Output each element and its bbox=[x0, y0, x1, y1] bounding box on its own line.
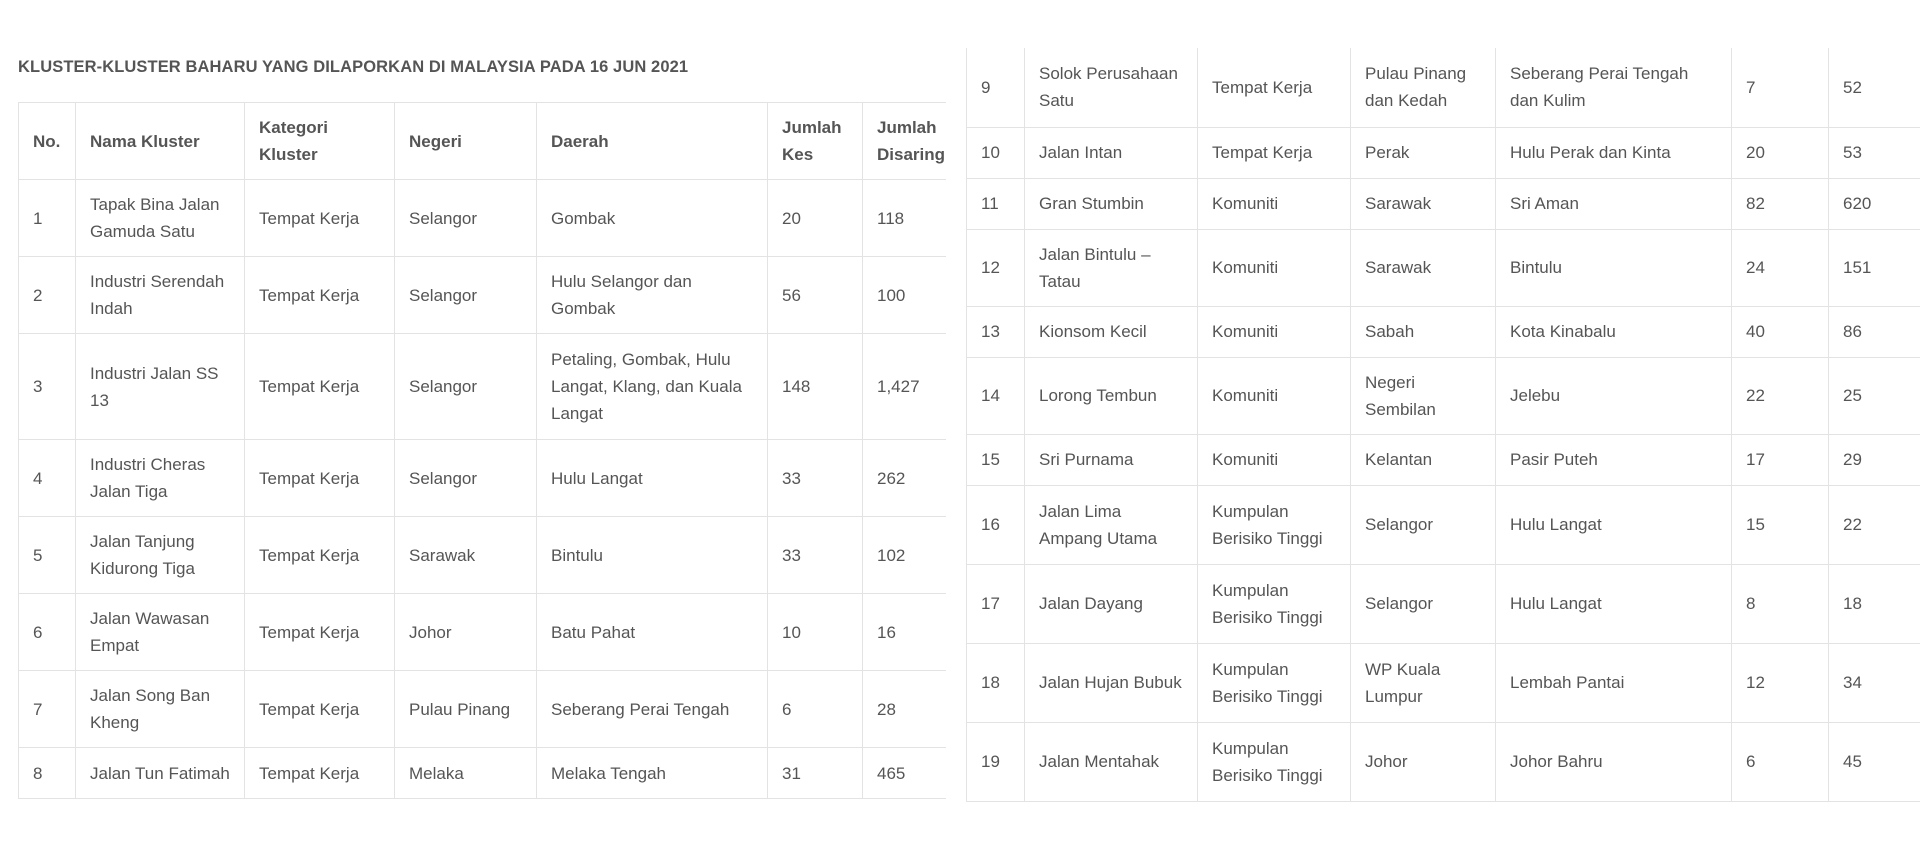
cell-kategori-kluster: Kumpulan Berisiko Tinggi bbox=[1198, 485, 1351, 564]
cell-kategori-kluster: Tempat Kerja bbox=[245, 257, 395, 334]
cell-jumlah-disaring: 465 bbox=[863, 748, 947, 799]
cluster-table-right bbox=[966, 48, 1920, 802]
table-row bbox=[19, 748, 947, 799]
cell-daerah: Bintulu bbox=[1496, 229, 1732, 306]
cell-nama-kluster: Lorong Tembun bbox=[1025, 357, 1198, 434]
cell-jumlah-kes: 33 bbox=[768, 517, 863, 594]
cell-nama-kluster: Jalan Tun Fatimah bbox=[76, 748, 245, 799]
table-row bbox=[967, 306, 1920, 357]
cell-jumlah-disaring: 86 bbox=[1829, 306, 1920, 357]
cell-daerah: Seberang Perai Tengah dan Kulim bbox=[1496, 48, 1732, 127]
cell-jumlah-kes: 7 bbox=[1732, 48, 1829, 127]
cell-daerah: Hulu Langat bbox=[1496, 485, 1732, 564]
table-row bbox=[19, 594, 947, 671]
cell-kategori-kluster: Tempat Kerja bbox=[1198, 48, 1351, 127]
table-header-row bbox=[19, 103, 947, 180]
table-row bbox=[19, 517, 947, 594]
cell-no: 8 bbox=[19, 748, 76, 799]
table-row bbox=[967, 485, 1920, 564]
header-jumlah-disaring: Jumlah Disaring bbox=[863, 103, 947, 180]
cell-nama-kluster: Industri Serendah Indah bbox=[76, 257, 245, 334]
cell-daerah: Gombak bbox=[537, 180, 768, 257]
table-row bbox=[19, 257, 947, 334]
cell-jumlah-disaring: 53 bbox=[1829, 127, 1920, 178]
table-row bbox=[967, 357, 1920, 434]
cell-nama-kluster: Jalan Lima Ampang Utama bbox=[1025, 485, 1198, 564]
cell-negeri: Sarawak bbox=[395, 517, 537, 594]
cell-jumlah-disaring: 118 bbox=[863, 180, 947, 257]
cell-jumlah-disaring: 25 bbox=[1829, 357, 1920, 434]
header-negeri: Negeri bbox=[395, 103, 537, 180]
header-jumlah-kes: Jumlah Kes bbox=[768, 103, 863, 180]
cell-no: 4 bbox=[19, 440, 76, 517]
cell-jumlah-kes: 6 bbox=[1732, 722, 1829, 801]
table-row bbox=[19, 334, 947, 440]
table-row bbox=[19, 180, 947, 257]
cell-negeri: Perak bbox=[1351, 127, 1496, 178]
cell-daerah: Bintulu bbox=[537, 517, 768, 594]
cell-jumlah-disaring: 34 bbox=[1829, 643, 1920, 722]
cell-nama-kluster: Jalan Song Ban Kheng bbox=[76, 671, 245, 748]
cell-kategori-kluster: Tempat Kerja bbox=[245, 517, 395, 594]
cell-negeri: Sarawak bbox=[1351, 229, 1496, 306]
cell-negeri: Selangor bbox=[395, 440, 537, 517]
table-row bbox=[967, 722, 1920, 801]
cell-no: 17 bbox=[967, 564, 1025, 643]
cell-negeri: Sabah bbox=[1351, 306, 1496, 357]
cell-kategori-kluster: Komuniti bbox=[1198, 306, 1351, 357]
cell-daerah: Lembah Pantai bbox=[1496, 643, 1732, 722]
cell-jumlah-kes: 40 bbox=[1732, 306, 1829, 357]
cell-jumlah-kes: 20 bbox=[1732, 127, 1829, 178]
cell-daerah: Hulu Perak dan Kinta bbox=[1496, 127, 1732, 178]
cell-negeri: Selangor bbox=[1351, 485, 1496, 564]
table-row bbox=[967, 48, 1920, 127]
cell-negeri: Kelantan bbox=[1351, 434, 1496, 485]
cell-no: 19 bbox=[967, 722, 1025, 801]
table-row bbox=[967, 127, 1920, 178]
table-row bbox=[967, 434, 1920, 485]
cell-daerah: Seberang Perai Tengah bbox=[537, 671, 768, 748]
cell-negeri: Johor bbox=[1351, 722, 1496, 801]
cell-nama-kluster: Jalan Tanjung Kidurong Tiga bbox=[76, 517, 245, 594]
cell-nama-kluster: Industri Jalan SS 13 bbox=[76, 334, 245, 440]
cell-jumlah-disaring: 29 bbox=[1829, 434, 1920, 485]
cell-negeri: Melaka bbox=[395, 748, 537, 799]
cell-daerah: Batu Pahat bbox=[537, 594, 768, 671]
cell-daerah: Hulu Selangor dan Gombak bbox=[537, 257, 768, 334]
cell-no: 7 bbox=[19, 671, 76, 748]
cell-jumlah-kes: 31 bbox=[768, 748, 863, 799]
cell-daerah: Petaling, Gombak, Hulu Langat, Klang, dan Kuala Langat bbox=[537, 334, 768, 440]
cell-negeri: Negeri Sembilan bbox=[1351, 357, 1496, 434]
cell-no: 5 bbox=[19, 517, 76, 594]
cell-kategori-kluster: Tempat Kerja bbox=[245, 594, 395, 671]
cell-jumlah-kes: 20 bbox=[768, 180, 863, 257]
cell-jumlah-kes: 12 bbox=[1732, 643, 1829, 722]
cell-negeri: Pulau Pinang bbox=[395, 671, 537, 748]
cell-nama-kluster: Jalan Mentahak bbox=[1025, 722, 1198, 801]
cell-jumlah-disaring: 52 bbox=[1829, 48, 1920, 127]
header-no: No. bbox=[19, 103, 76, 180]
cell-kategori-kluster: Komuniti bbox=[1198, 229, 1351, 306]
cell-jumlah-kes: 10 bbox=[768, 594, 863, 671]
cell-nama-kluster: Tapak Bina Jalan Gamuda Satu bbox=[76, 180, 245, 257]
cell-jumlah-disaring: 151 bbox=[1829, 229, 1920, 306]
cell-kategori-kluster: Tempat Kerja bbox=[245, 334, 395, 440]
cell-kategori-kluster: Tempat Kerja bbox=[245, 748, 395, 799]
cell-jumlah-disaring: 16 bbox=[863, 594, 947, 671]
cell-jumlah-kes: 82 bbox=[1732, 178, 1829, 229]
table-body-left bbox=[19, 180, 947, 799]
table-row bbox=[19, 671, 947, 748]
cell-no: 10 bbox=[967, 127, 1025, 178]
cluster-table-left bbox=[18, 102, 946, 799]
cell-jumlah-kes: 22 bbox=[1732, 357, 1829, 434]
cell-kategori-kluster: Kumpulan Berisiko Tinggi bbox=[1198, 564, 1351, 643]
cell-jumlah-kes: 17 bbox=[1732, 434, 1829, 485]
cell-negeri: Pulau Pinang dan Kedah bbox=[1351, 48, 1496, 127]
cell-nama-kluster: Gran Stumbin bbox=[1025, 178, 1198, 229]
cell-nama-kluster: Jalan Hujan Bubuk bbox=[1025, 643, 1198, 722]
header-kategori-kluster: Kategori Kluster bbox=[245, 103, 395, 180]
cell-no: 2 bbox=[19, 257, 76, 334]
cell-no: 6 bbox=[19, 594, 76, 671]
cell-jumlah-kes: 15 bbox=[1732, 485, 1829, 564]
cell-nama-kluster: Jalan Wawasan Empat bbox=[76, 594, 245, 671]
cell-no: 3 bbox=[19, 334, 76, 440]
table-row bbox=[967, 643, 1920, 722]
cell-nama-kluster: Kionsom Kecil bbox=[1025, 306, 1198, 357]
table-row bbox=[19, 440, 947, 517]
cell-kategori-kluster: Tempat Kerja bbox=[245, 671, 395, 748]
cell-no: 13 bbox=[967, 306, 1025, 357]
cell-daerah: Pasir Puteh bbox=[1496, 434, 1732, 485]
cell-kategori-kluster: Tempat Kerja bbox=[1198, 127, 1351, 178]
cell-kategori-kluster: Komuniti bbox=[1198, 178, 1351, 229]
cell-nama-kluster: Jalan Bintulu – Tatau bbox=[1025, 229, 1198, 306]
cell-kategori-kluster: Tempat Kerja bbox=[245, 440, 395, 517]
header-daerah: Daerah bbox=[537, 103, 768, 180]
cell-kategori-kluster: Tempat Kerja bbox=[245, 180, 395, 257]
cell-nama-kluster: Jalan Intan bbox=[1025, 127, 1198, 178]
cell-jumlah-disaring: 1,427 bbox=[863, 334, 947, 440]
table-row bbox=[967, 178, 1920, 229]
cell-jumlah-disaring: 262 bbox=[863, 440, 947, 517]
cell-nama-kluster: Industri Cheras Jalan Tiga bbox=[76, 440, 245, 517]
cell-jumlah-disaring: 18 bbox=[1829, 564, 1920, 643]
cell-no: 16 bbox=[967, 485, 1025, 564]
cell-no: 9 bbox=[967, 48, 1025, 127]
cell-negeri: Selangor bbox=[1351, 564, 1496, 643]
cell-negeri: Selangor bbox=[395, 257, 537, 334]
header-nama-kluster: Nama Kluster bbox=[76, 103, 245, 180]
cell-jumlah-kes: 6 bbox=[768, 671, 863, 748]
cell-negeri: Selangor bbox=[395, 334, 537, 440]
cell-kategori-kluster: Kumpulan Berisiko Tinggi bbox=[1198, 722, 1351, 801]
cell-daerah: Melaka Tengah bbox=[537, 748, 768, 799]
cell-daerah: Johor Bahru bbox=[1496, 722, 1732, 801]
left-panel bbox=[0, 0, 946, 859]
cell-daerah: Hulu Langat bbox=[1496, 564, 1732, 643]
cell-daerah: Sri Aman bbox=[1496, 178, 1732, 229]
cell-no: 1 bbox=[19, 180, 76, 257]
cell-jumlah-kes: 24 bbox=[1732, 229, 1829, 306]
table-body-right bbox=[967, 48, 1920, 801]
cell-jumlah-kes: 8 bbox=[1732, 564, 1829, 643]
cell-no: 18 bbox=[967, 643, 1025, 722]
cell-jumlah-kes: 148 bbox=[768, 334, 863, 440]
cell-daerah: Jelebu bbox=[1496, 357, 1732, 434]
table-row bbox=[967, 564, 1920, 643]
table-row bbox=[967, 229, 1920, 306]
cell-no: 12 bbox=[967, 229, 1025, 306]
cell-jumlah-disaring: 100 bbox=[863, 257, 947, 334]
cell-daerah: Kota Kinabalu bbox=[1496, 306, 1732, 357]
cell-nama-kluster: Solok Perusahaan Satu bbox=[1025, 48, 1198, 127]
cell-kategori-kluster: Komuniti bbox=[1198, 357, 1351, 434]
cell-negeri: WP Kuala Lumpur bbox=[1351, 643, 1496, 722]
cell-jumlah-disaring: 102 bbox=[863, 517, 947, 594]
cell-negeri: Selangor bbox=[395, 180, 537, 257]
cell-negeri: Sarawak bbox=[1351, 178, 1496, 229]
cell-nama-kluster: Jalan Dayang bbox=[1025, 564, 1198, 643]
cell-jumlah-disaring: 28 bbox=[863, 671, 947, 748]
cell-jumlah-kes: 56 bbox=[768, 257, 863, 334]
cell-kategori-kluster: Komuniti bbox=[1198, 434, 1351, 485]
cell-no: 15 bbox=[967, 434, 1025, 485]
page-title: KLUSTER-KLUSTER BAHARU YANG DILAPORKAN DI MALAYSIA PADA 16 JUN 2021 bbox=[18, 58, 689, 76]
cell-daerah: Hulu Langat bbox=[537, 440, 768, 517]
cell-negeri: Johor bbox=[395, 594, 537, 671]
cell-nama-kluster: Sri Purnama bbox=[1025, 434, 1198, 485]
cell-jumlah-disaring: 620 bbox=[1829, 178, 1920, 229]
cell-jumlah-disaring: 22 bbox=[1829, 485, 1920, 564]
cell-jumlah-disaring: 45 bbox=[1829, 722, 1920, 801]
cell-jumlah-kes: 33 bbox=[768, 440, 863, 517]
cell-no: 11 bbox=[967, 178, 1025, 229]
right-panel bbox=[966, 0, 1920, 859]
cell-no: 14 bbox=[967, 357, 1025, 434]
cell-kategori-kluster: Kumpulan Berisiko Tinggi bbox=[1198, 643, 1351, 722]
